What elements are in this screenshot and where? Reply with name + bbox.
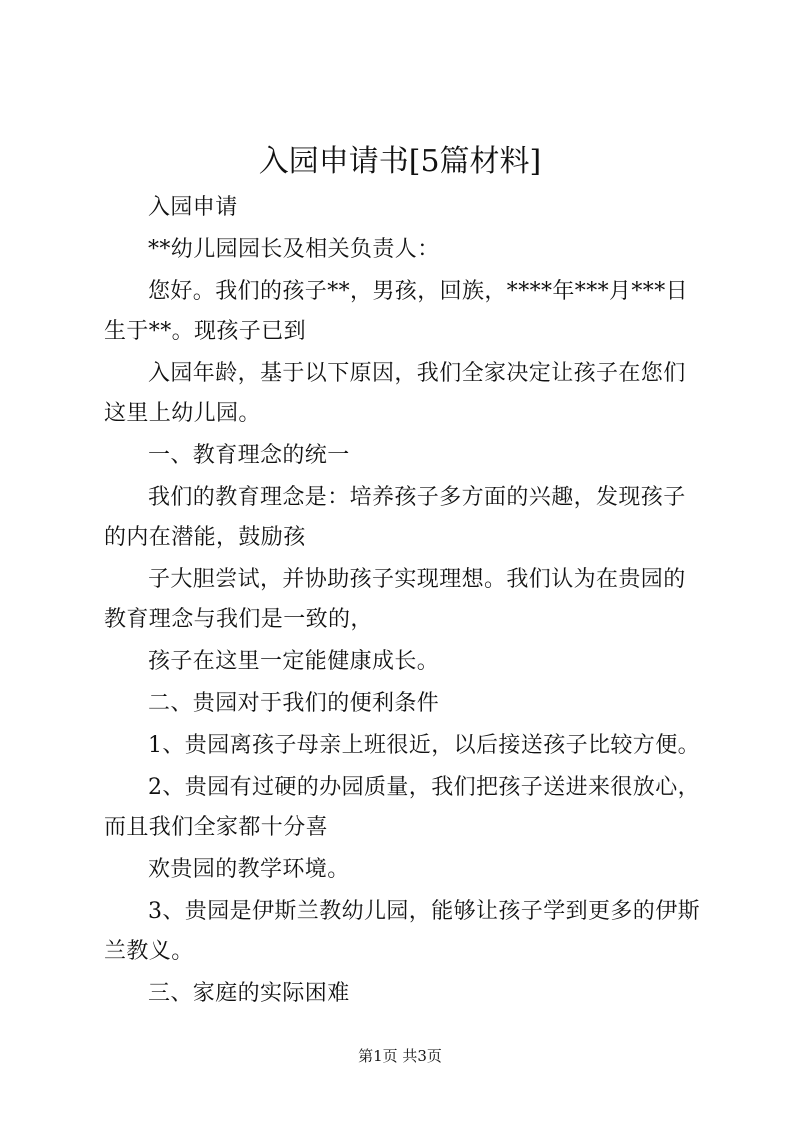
paragraph: 入园申请 [148,195,238,220]
paragraph: 入园年龄，基于以下原因，我们全家决定让孩子在您们这里上幼儿园。 [104,361,686,426]
paragraph: 3、贵园是伊斯兰教幼儿园，能够让孩子学到更多的伊斯兰教义。 [104,899,700,964]
paragraph: 我们的教育理念是：培养孩子多方面的兴趣，发现孩子的内在潜能，鼓励孩 [104,485,686,550]
paragraph: 1、贵园离孩子母亲上班很近，以后接送孩子比较方便。 [148,733,700,758]
document-body [104,188,704,1014]
paragraph: 欢贵园的教学环境。 [148,857,350,882]
paragraph: 2、贵园有过硬的办园质量，我们把孩子送进来很放心，而且我们全家都十分喜 [104,775,700,840]
paragraph: 三、家庭的实际困难 [148,981,350,1006]
paragraph: 您好。我们的孩子**，男孩，回族，****年***月***日生于**。现孩子已到 [104,279,689,344]
paragraph: 一、教育理念的统一 [148,443,350,468]
paragraph: **幼儿园园长及相关负责人： [148,237,440,262]
document-title: 入园申请书[5篇材料] [258,144,542,179]
paragraph: 子大胆尝试，并协助孩子实现理想。我们认为在贵园的教育理念与我们是一致的， [104,567,686,632]
page-footer: 第1页 共3页 [358,1047,442,1065]
paragraph: 二、贵园对于我们的便利条件 [148,691,440,716]
paragraph: 孩子在这里一定能健康成长。 [148,649,440,674]
